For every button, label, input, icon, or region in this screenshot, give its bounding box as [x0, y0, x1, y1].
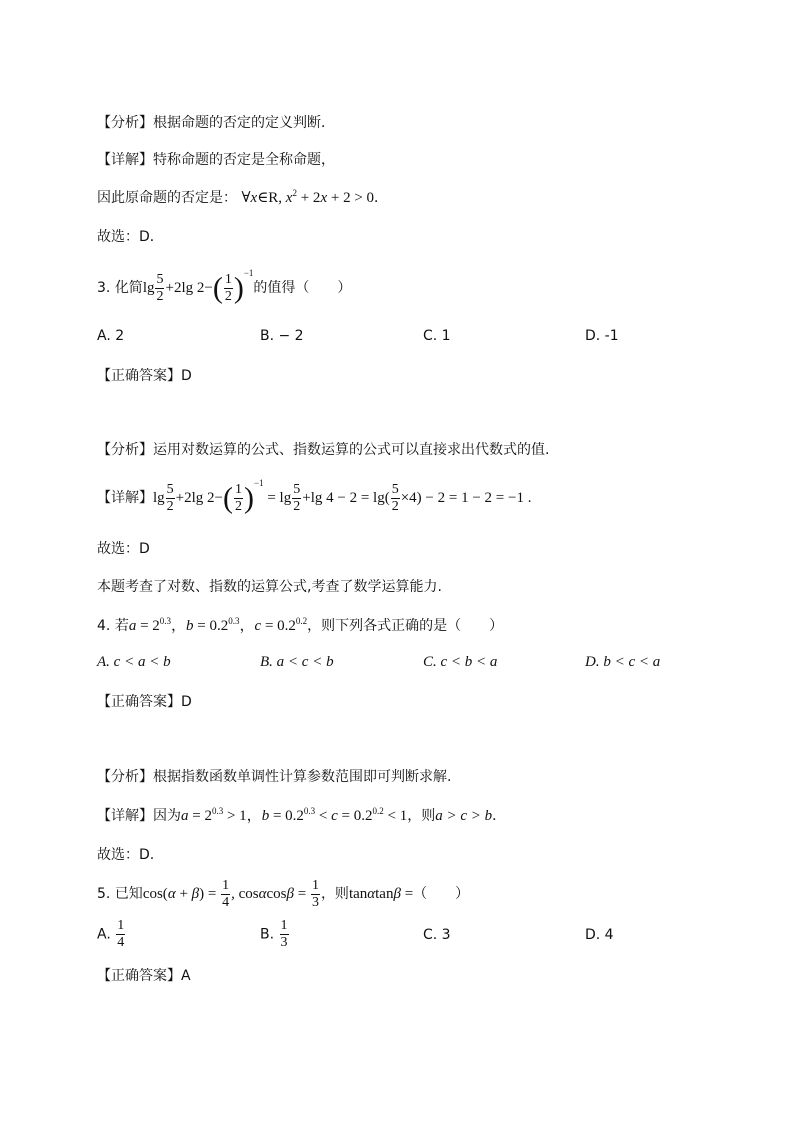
q5-option-b[interactable]: B. $\frac{1}{3}$: [260, 918, 288, 950]
q2-choose: 故选：D．: [97, 229, 164, 245]
analysis-label: 【分析】: [97, 115, 153, 131]
q5-option-a[interactable]: A. $\frac{1}{4}$: [97, 918, 125, 950]
q3-detail: 【详解】lg $\frac{5}{2}$ +2lg 2−( $\frac{1}{2}$ )$^{-1}$ = lg $\frac{5}{2}$ +lg 4 − 2 = lg( $\frac{5}{2}$ ×4) − 2 = 1 − 2 = −1 .: [97, 478, 532, 515]
q4-detail: 【详解】因为$a = 2^{0.3} > 1$，$b = 0.2^{0.3} < c = 0.2^{0.2} < 1$，则a > c > b．: [97, 806, 507, 824]
q3-option-a[interactable]: A. 2: [97, 328, 125, 344]
q4-stem: 4. 若$a = 2^{0.3}$，$b = 0.2^{0.3}$，$c = 0.2^{0.2}$，则下列各式正确的是（ ）: [97, 616, 504, 634]
q2-analysis: 【分析】根据命题的否定的定义判断．: [97, 115, 335, 131]
q5-options: [97, 918, 737, 958]
q4-options: [97, 654, 737, 676]
q5-expression: cos(α + β) = $\frac{1}{4}$ , cosαcosβ = $\frac{1}{3}$: [142, 878, 319, 911]
q2-result: 因此原命题的否定是： ∀x∈R, $x^2 + 2x + 2 > 0$．: [97, 188, 389, 206]
q3-option-b[interactable]: B. − 2: [260, 328, 304, 344]
detail-label: 【详解】: [97, 152, 153, 168]
q4-choose: 故选：D.: [97, 847, 155, 863]
q3-stem: 3. 化简lg $\frac{5}{2}$ +2lg 2−( $\frac{1}{2}$ )$^{-1}$的值得（ ）: [97, 268, 352, 305]
q2-detail: 【详解】特称命题的否定是全称命题，: [97, 152, 335, 168]
q5-answer: 【正确答案】A: [97, 968, 191, 984]
q4-option-a[interactable]: A. c < a < b: [97, 654, 171, 670]
answer-label: 【正确答案】: [97, 368, 181, 384]
q3-option-d[interactable]: D. -1: [585, 328, 619, 344]
q4-analysis: 【分析】根据指数函数单调性计算参数范围即可判断求解.: [97, 769, 452, 785]
q3-note: 本题考查了对数、指数的运算公式,考查了数学运算能力.: [97, 579, 442, 595]
q4-answer: 【正确答案】D: [97, 694, 192, 710]
q2-result-formula: ∀x∈R, $x^2 + 2x + 2 > 0$: [241, 188, 375, 206]
q5-stem: 5. 已知cos(α + β) = $\frac{1}{4}$ , cosαcosβ = $\frac{1}{3}$ ，则tanαtanβ =（ ）: [97, 878, 470, 911]
q5-option-d[interactable]: D. 4: [585, 927, 614, 943]
q3-options: [97, 328, 737, 350]
q3-expression: lg $\frac{5}{2}$ +2lg 2−( $\frac{1}{2}$ )$^{-1}$: [142, 268, 254, 305]
q3-detail-formula: lg $\frac{5}{2}$ +2lg 2−( $\frac{1}{2}$ )$^{-1}$ = lg $\frac{5}{2}$ +lg 4 − 2 = lg( $\frac{5}{2}$ ×4) − 2 = 1 − 2 = −1 .: [153, 478, 532, 515]
q4-option-b[interactable]: B. a < c < b: [260, 654, 334, 670]
q4-option-d[interactable]: D. b < c < a: [585, 654, 661, 670]
q3-analysis: 【分析】运用对数运算的公式、指数运算的公式可以直接求出代数式的值.: [97, 442, 550, 458]
q4-option-c[interactable]: C. c < b < a: [423, 654, 498, 670]
q3-answer: 【正确答案】D: [97, 368, 192, 384]
q3-option-c[interactable]: C. 1: [423, 328, 451, 344]
q5-option-c[interactable]: C. 3: [423, 927, 451, 943]
q3-choose: 故选：D: [97, 541, 150, 557]
q4-expression: $a = 2^{0.3}$，$b = 0.2^{0.3}$，$c = 0.2^{0.2}$: [128, 616, 308, 634]
